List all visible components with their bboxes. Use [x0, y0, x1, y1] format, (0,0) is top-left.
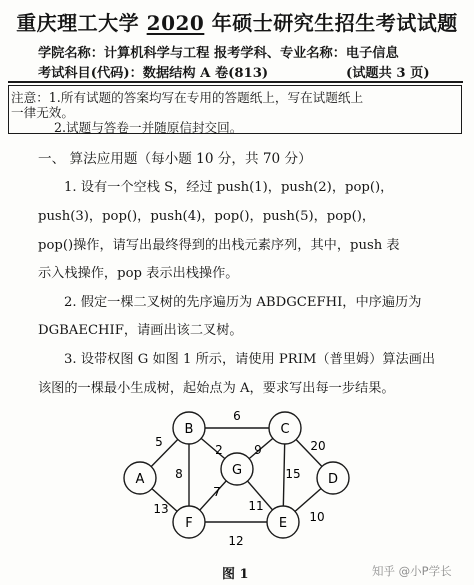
q2-line-1: 2. 假定一棵二叉树的先序遍历为 ABDGCEFHI，中序遍历为	[64, 295, 422, 310]
weight-B-F: 8	[175, 467, 183, 481]
q1-line-1: 1. 设有一个空栈 S，经过 push(1)，push(2)，pop()，	[64, 180, 394, 195]
notice-line-3: 2.试题与答卷一并随原信封交回。	[54, 120, 243, 135]
weight-C-E: 15	[285, 467, 301, 481]
page-count: (试题共 3 页)	[346, 66, 430, 81]
q1-line-4: 示入栈操作，pop 表示出栈操作。	[38, 266, 239, 281]
node-B	[173, 412, 205, 444]
node-B-label: B	[184, 422, 194, 437]
node-D	[317, 462, 349, 494]
weight-G-E: 11	[248, 499, 264, 513]
weighted-graph-figure	[0, 400, 474, 560]
notice-line-2: 一律无效。	[11, 105, 74, 120]
section-heading: 一、 算法应用题（每小题 10 分，共 70 分）	[38, 151, 312, 167]
college-and-major-line: 学院名称：计算机科学与工程 报考学科、专业名称：电子信息	[38, 46, 399, 61]
q1-line-3: pop()操作，请写出最终得到的出栈元素序列，其中，push 表	[38, 238, 400, 253]
figure-caption: 图 1	[222, 567, 249, 582]
exam-subject-line: 考试科目(代码)：数据结构 A 卷(813)	[38, 66, 269, 81]
q1-line-2: push(3)，pop()，push(4)，pop()，push(5)，pop()，	[38, 209, 376, 224]
q3-line-2: 该图的一棵最小生成树，起始点为 A，要求写出每一步结果。	[38, 381, 395, 396]
title-year: 2020	[146, 11, 205, 35]
node-A-label: A	[135, 472, 145, 487]
q3-line-1: 3. 设带权图 G 如图 1 所示，请使用 PRIM（普里姆）算法画出	[64, 352, 436, 367]
q2-line-2: DGBAECHIF，请画出该二叉树。	[38, 323, 243, 338]
notice-box	[8, 85, 462, 134]
weight-C-D: 20	[310, 439, 326, 453]
node-F	[173, 506, 205, 538]
weight-A-B: 5	[155, 435, 163, 449]
node-C-label: C	[280, 422, 290, 437]
weight-B-G: 2	[215, 443, 223, 457]
node-C	[269, 412, 301, 444]
weight-G-F: 7	[213, 485, 221, 499]
weight-D-E: 10	[309, 510, 325, 524]
node-E	[267, 506, 299, 538]
weight-F-E: 12	[228, 534, 244, 548]
node-F-label: F	[185, 516, 193, 531]
node-E-label: E	[278, 516, 288, 531]
weight-G-C: 9	[254, 443, 262, 457]
header-divider	[8, 81, 463, 83]
watermark: 知乎 @小P学长	[372, 564, 452, 578]
title-prefix: 重庆理工大学	[16, 11, 147, 35]
node-G-label: G	[231, 463, 243, 478]
weight-A-F: 13	[153, 502, 169, 516]
node-A	[124, 462, 156, 494]
notice-line-1: 注意：1.所有试题的答案均写在专用的答题纸上，写在试题纸上	[11, 90, 364, 105]
node-D-label: D	[327, 472, 339, 487]
weight-B-C: 6	[233, 409, 241, 423]
exam-title	[0, 7, 474, 36]
node-G	[221, 453, 253, 485]
title-suffix: 年硕士研究生招生考试试题	[204, 11, 458, 35]
